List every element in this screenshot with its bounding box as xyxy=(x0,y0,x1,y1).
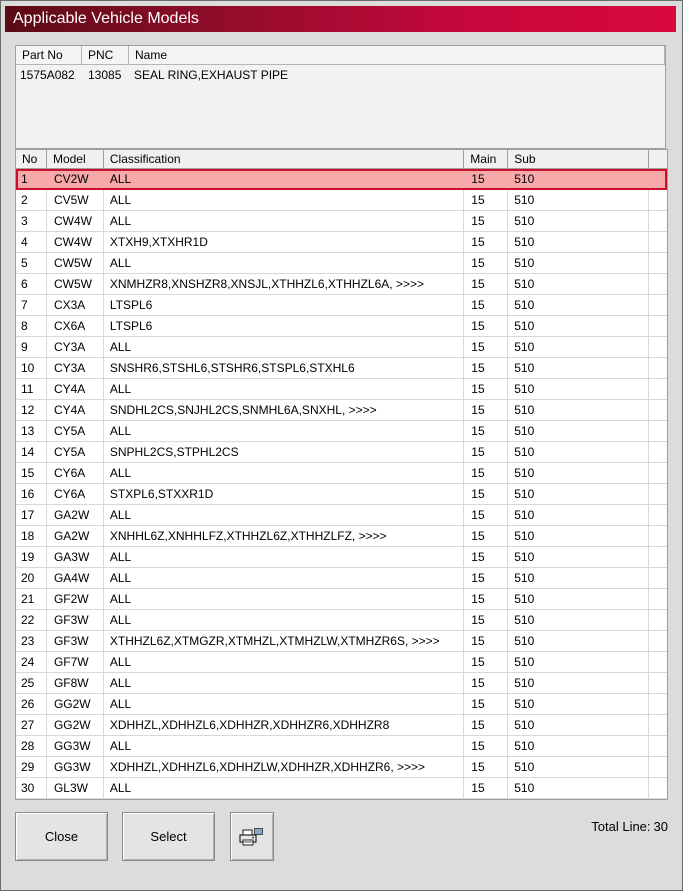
cell-no: 10 xyxy=(16,358,47,378)
cell-filler xyxy=(649,295,667,315)
close-button[interactable]: Close xyxy=(15,812,108,861)
table-row[interactable] xyxy=(16,652,667,673)
cell-main: 15 xyxy=(464,547,508,567)
cell-sub: 510 xyxy=(508,526,649,546)
column-header-model[interactable]: Model xyxy=(47,150,104,168)
part-info-panel xyxy=(15,45,666,149)
cell-main: 15 xyxy=(464,253,508,273)
cell-no: 29 xyxy=(16,757,47,777)
cell-sub: 510 xyxy=(508,694,649,714)
cell-main: 15 xyxy=(464,295,508,315)
cell-main: 15 xyxy=(464,400,508,420)
cell-classification: ALL xyxy=(104,337,464,357)
cell-classification: ALL xyxy=(104,211,464,231)
cell-model: CY4A xyxy=(47,400,104,420)
cell-filler xyxy=(649,505,667,525)
cell-main: 15 xyxy=(464,589,508,609)
cell-sub: 510 xyxy=(508,652,649,672)
select-button[interactable]: Select xyxy=(122,812,215,861)
cell-classification: ALL xyxy=(104,673,464,693)
cell-sub: 510 xyxy=(508,673,649,693)
cell-sub: 510 xyxy=(508,463,649,483)
column-header-no[interactable]: No xyxy=(16,150,47,168)
cell-model: CW5W xyxy=(47,253,104,273)
table-row[interactable] xyxy=(16,715,667,736)
table-row[interactable] xyxy=(16,232,667,253)
cell-sub: 510 xyxy=(508,568,649,588)
cell-main: 15 xyxy=(464,694,508,714)
cell-classification: ALL xyxy=(104,736,464,756)
column-header-filler xyxy=(649,150,667,168)
table-row[interactable] xyxy=(16,400,667,421)
cell-model: CW5W xyxy=(47,274,104,294)
cell-no: 23 xyxy=(16,631,47,651)
cell-model: GF8W xyxy=(47,673,104,693)
cell-filler xyxy=(649,610,667,630)
table-row[interactable] xyxy=(16,337,667,358)
cell-model: CY6A xyxy=(47,484,104,504)
cell-classification: ALL xyxy=(104,421,464,441)
table-row[interactable] xyxy=(16,316,667,337)
column-header-pnc[interactable]: PNC xyxy=(82,46,129,64)
table-row[interactable] xyxy=(16,379,667,400)
cell-classification: SNDHL2CS,SNJHL2CS,SNMHL6A,SNXHL, >>>> xyxy=(104,400,464,420)
column-header-main[interactable]: Main xyxy=(464,150,508,168)
window-title: Applicable Vehicle Models xyxy=(5,6,676,32)
cell-sub: 510 xyxy=(508,589,649,609)
table-row[interactable] xyxy=(16,421,667,442)
cell-model: CV2W xyxy=(53,172,89,186)
cell-filler xyxy=(649,736,667,756)
cell-classification: SNSHR6,STSHL6,STSHR6,STSPL6,STXHL6 xyxy=(104,358,464,378)
cell-filler xyxy=(649,694,667,714)
cell-main: 15 xyxy=(464,190,508,210)
cell-main: 15 xyxy=(464,610,508,630)
cell-filler xyxy=(649,589,667,609)
cell-no: 6 xyxy=(16,274,47,294)
cell-main: 15 xyxy=(464,274,508,294)
cell-no: 1 xyxy=(21,172,28,186)
cell-classification: XNHHL6Z,XNHHLFZ,XTHHZL6Z,XTHHZLFZ, >>>> xyxy=(104,526,464,546)
cell-model: CX6A xyxy=(47,316,104,336)
cell-main: 15 xyxy=(464,736,508,756)
cell-no: 12 xyxy=(16,400,47,420)
cell-main: 15 xyxy=(464,505,508,525)
total-line-label: Total Line: xyxy=(591,819,651,834)
cell-classification: ALL xyxy=(104,379,464,399)
cell-model: GA4W xyxy=(47,568,104,588)
cell-filler xyxy=(649,673,667,693)
column-header-name[interactable]: Name xyxy=(129,46,665,64)
cell-filler xyxy=(649,484,667,504)
cell-filler xyxy=(649,463,667,483)
cell-classification: ALL xyxy=(104,253,464,273)
cell-main: 15 xyxy=(464,526,508,546)
part-name-value: SEAL RING,EXHAUST PIPE xyxy=(134,68,289,82)
cell-classification: SNPHL2CS,STPHL2CS xyxy=(104,442,464,462)
cell-model: GG2W xyxy=(47,715,104,735)
cell-classification: ALL xyxy=(104,778,464,798)
table-row[interactable] xyxy=(16,610,667,631)
cell-classification: ALL xyxy=(104,694,464,714)
cell-filler xyxy=(649,631,667,651)
cell-main: 15 xyxy=(464,757,508,777)
table-row[interactable] xyxy=(16,526,667,547)
cell-no: 28 xyxy=(16,736,47,756)
cell-sub: 510 xyxy=(508,295,649,315)
table-row[interactable] xyxy=(16,757,667,778)
table-header xyxy=(16,150,667,169)
cell-model: GF7W xyxy=(47,652,104,672)
cell-no: 7 xyxy=(16,295,47,315)
cell-filler xyxy=(649,274,667,294)
cell-main: 15 xyxy=(464,631,508,651)
cell-main: 15 xyxy=(464,715,508,735)
cell-sub: 510 xyxy=(508,190,649,210)
cell-sub: 510 xyxy=(508,778,649,798)
cell-sub: 510 xyxy=(508,484,649,504)
column-header-part-no[interactable]: Part No xyxy=(16,46,82,64)
table-body xyxy=(16,169,667,799)
cell-main: 15 xyxy=(464,421,508,441)
cell-classification: XTXH9,XTXHR1D xyxy=(104,232,464,252)
print-button[interactable] xyxy=(230,812,274,861)
cell-no: 16 xyxy=(16,484,47,504)
cell-main: 15 xyxy=(464,232,508,252)
cell-no: 26 xyxy=(16,694,47,714)
cell-sub: 510 xyxy=(508,505,649,525)
cell-classification: ALL xyxy=(104,190,464,210)
cell-model: CY3A xyxy=(47,337,104,357)
cell-sub: 510 xyxy=(508,421,649,441)
cell-main: 15 xyxy=(464,778,508,798)
cell-sub: 510 xyxy=(508,211,649,231)
cell-classification: XNMHZR8,XNSHZR8,XNSJL,XTHHZL6,XTHHZL6A, >>>> xyxy=(104,274,464,294)
column-header-classification[interactable]: Classification xyxy=(104,150,464,168)
table-row[interactable] xyxy=(16,547,667,568)
cell-main: 15 xyxy=(464,463,508,483)
cell-no: 17 xyxy=(16,505,47,525)
cell-sub: 510 xyxy=(508,400,649,420)
total-line-value: 30 xyxy=(653,819,668,834)
cell-no: 21 xyxy=(16,589,47,609)
cell-classification: ALL xyxy=(104,505,464,525)
table-row[interactable] xyxy=(16,736,667,757)
cell-sub: 510 xyxy=(508,547,649,567)
cell-sub: 510 xyxy=(508,316,649,336)
cell-model: CV5W xyxy=(47,190,104,210)
part-info-header xyxy=(16,46,665,65)
cell-sub: 510 xyxy=(508,379,649,399)
cell-main: 15 xyxy=(464,442,508,462)
cell-classification: ALL xyxy=(109,172,132,186)
cell-sub: 510 xyxy=(508,736,649,756)
cell-classification: XDHHZL,XDHHZL6,XDHHZLW,XDHHZR,XDHHZR6, >>>> xyxy=(104,757,464,777)
cell-model: CW4W xyxy=(47,211,104,231)
cell-main: 15 xyxy=(464,337,508,357)
cell-model: GG3W xyxy=(47,757,104,777)
cell-sub: 510 xyxy=(508,232,649,252)
cell-filler xyxy=(649,442,667,462)
cell-main: 15 xyxy=(464,358,508,378)
cell-main: 15 xyxy=(464,568,508,588)
cell-filler xyxy=(649,568,667,588)
cell-model: CY3A xyxy=(47,358,104,378)
cell-filler xyxy=(649,652,667,672)
table-row[interactable] xyxy=(16,190,667,211)
table-row[interactable] xyxy=(16,694,667,715)
table-row[interactable] xyxy=(16,169,667,190)
printer-icon xyxy=(237,826,267,848)
cell-filler xyxy=(649,421,667,441)
cell-model: CX3A xyxy=(47,295,104,315)
cell-filler xyxy=(649,400,667,420)
cell-filler xyxy=(649,232,667,252)
cell-no: 8 xyxy=(16,316,47,336)
cell-model: GF3W xyxy=(47,631,104,651)
cell-sub: 510 xyxy=(508,610,649,630)
cell-no: 5 xyxy=(16,253,47,273)
table-row[interactable] xyxy=(16,211,667,232)
pnc-value: 13085 xyxy=(88,68,122,82)
cell-sub: 510 xyxy=(508,631,649,651)
cell-no: 4 xyxy=(16,232,47,252)
cell-model: GL3W xyxy=(47,778,104,798)
cell-no: 9 xyxy=(16,337,47,357)
cell-no: 20 xyxy=(16,568,47,588)
vehicle-models-table[interactable] xyxy=(15,149,668,800)
cell-main: 15 xyxy=(464,652,508,672)
cell-no: 3 xyxy=(16,211,47,231)
cell-main: 15 xyxy=(471,172,485,186)
cell-sub: 510 xyxy=(508,757,649,777)
cell-sub: 510 xyxy=(508,358,649,378)
cell-filler xyxy=(649,547,667,567)
column-header-sub[interactable]: Sub xyxy=(508,150,649,168)
cell-no: 11 xyxy=(16,379,47,399)
cell-no: 19 xyxy=(16,547,47,567)
cell-filler xyxy=(649,778,667,798)
cell-classification: LTSPL6 xyxy=(104,316,464,336)
cell-sub: 510 xyxy=(508,337,649,357)
cell-no: 27 xyxy=(16,715,47,735)
table-row[interactable] xyxy=(16,568,667,589)
cell-classification: ALL xyxy=(104,652,464,672)
cell-model: CY5A xyxy=(47,442,104,462)
table-row[interactable] xyxy=(16,358,667,379)
cell-no: 18 xyxy=(16,526,47,546)
cell-sub: 510 xyxy=(514,172,535,186)
table-row[interactable] xyxy=(16,295,667,316)
cell-no: 15 xyxy=(16,463,47,483)
cell-model: CY5A xyxy=(47,421,104,441)
cell-filler xyxy=(649,379,667,399)
table-row[interactable] xyxy=(16,253,667,274)
cell-no: 30 xyxy=(16,778,47,798)
cell-no: 24 xyxy=(16,652,47,672)
cell-filler xyxy=(649,190,667,210)
cell-sub: 510 xyxy=(508,253,649,273)
cell-model: GA3W xyxy=(47,547,104,567)
table-row[interactable] xyxy=(16,589,667,610)
cell-filler xyxy=(649,169,667,189)
cell-filler xyxy=(649,316,667,336)
cell-sub: 510 xyxy=(508,715,649,735)
cell-main: 15 xyxy=(464,379,508,399)
cell-filler xyxy=(649,358,667,378)
cell-classification: ALL xyxy=(104,463,464,483)
cell-sub: 510 xyxy=(508,274,649,294)
cell-model: CY4A xyxy=(47,379,104,399)
cell-filler xyxy=(649,715,667,735)
cell-filler xyxy=(649,526,667,546)
cell-no: 25 xyxy=(16,673,47,693)
table-row[interactable] xyxy=(16,484,667,505)
cell-classification: XTHHZL6Z,XTMGZR,XTMHZL,XTMHZLW,XTMHZR6S, >>>> xyxy=(104,631,464,651)
cell-classification: XDHHZL,XDHHZL6,XDHHZR,XDHHZR6,XDHHZR8 xyxy=(104,715,464,735)
part-info-row[interactable] xyxy=(16,65,665,85)
cell-model: GF2W xyxy=(47,589,104,609)
cell-model: CY6A xyxy=(47,463,104,483)
cell-no: 14 xyxy=(16,442,47,462)
cell-model: GG2W xyxy=(47,694,104,714)
cell-classification: STXPL6,STXXR1D xyxy=(104,484,464,504)
part-no-value: 1575A082 xyxy=(20,68,75,82)
cell-filler xyxy=(649,253,667,273)
cell-no: 2 xyxy=(16,190,47,210)
cell-model: CW4W xyxy=(47,232,104,252)
cell-model: GA2W xyxy=(47,526,104,546)
cell-filler xyxy=(649,337,667,357)
table-row[interactable] xyxy=(16,442,667,463)
cell-main: 15 xyxy=(464,211,508,231)
cell-classification: ALL xyxy=(104,589,464,609)
cell-no: 22 xyxy=(16,610,47,630)
cell-sub: 510 xyxy=(508,442,649,462)
total-line xyxy=(588,819,668,834)
cell-model: GF3W xyxy=(47,610,104,630)
cell-classification: ALL xyxy=(104,610,464,630)
cell-model: GG3W xyxy=(47,736,104,756)
cell-no: 13 xyxy=(16,421,47,441)
table-row[interactable] xyxy=(16,505,667,526)
cell-classification: LTSPL6 xyxy=(104,295,464,315)
table-row[interactable] xyxy=(16,631,667,652)
cell-main: 15 xyxy=(464,484,508,504)
table-row[interactable] xyxy=(16,778,667,799)
cell-main: 15 xyxy=(464,316,508,336)
table-row[interactable] xyxy=(16,673,667,694)
cell-model: GA2W xyxy=(47,505,104,525)
cell-main: 15 xyxy=(464,673,508,693)
cell-classification: ALL xyxy=(104,547,464,567)
table-row[interactable] xyxy=(16,463,667,484)
cell-classification: ALL xyxy=(104,568,464,588)
cell-filler xyxy=(649,757,667,777)
cell-filler xyxy=(649,211,667,231)
table-row[interactable] xyxy=(16,274,667,295)
